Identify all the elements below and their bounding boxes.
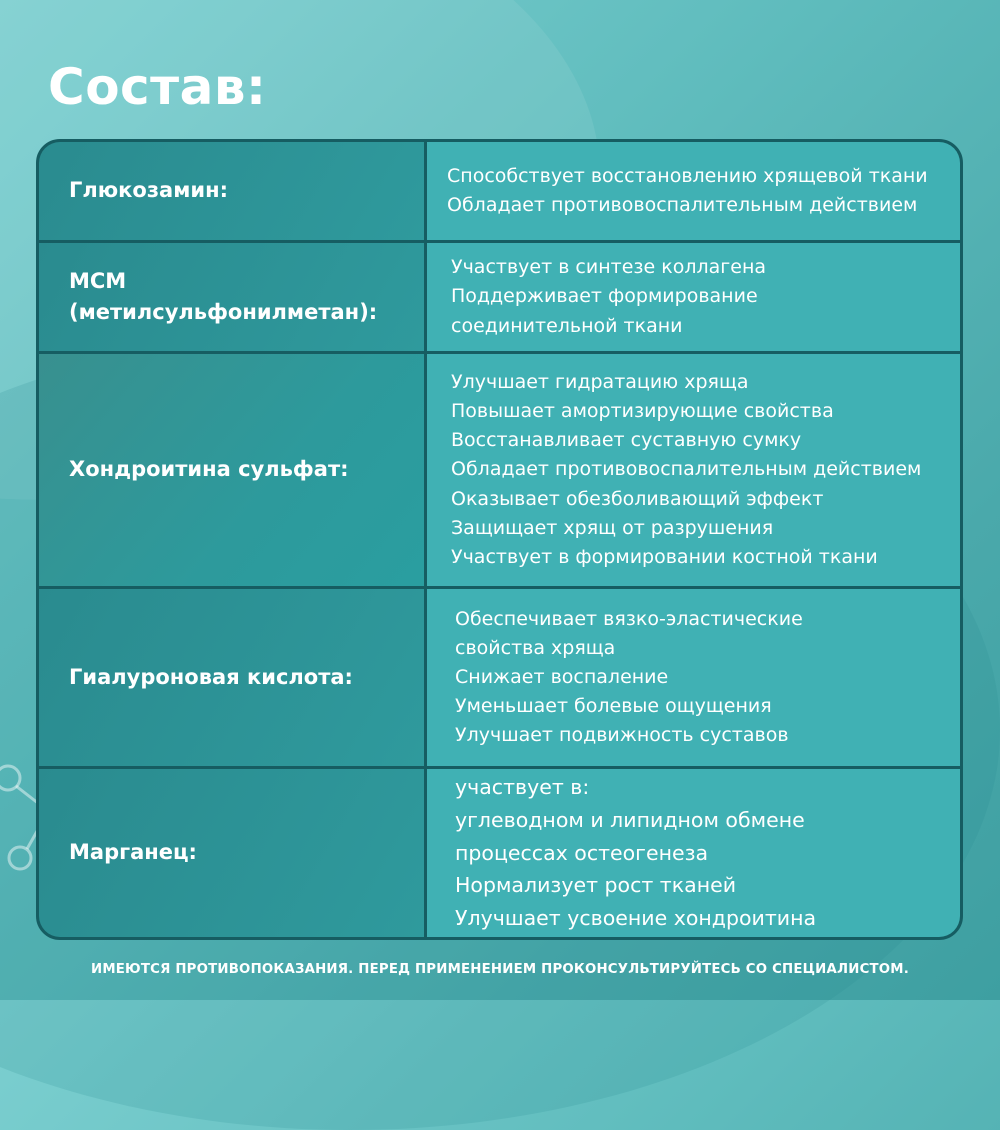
effect-line: Обладает противовоспалительным действием xyxy=(451,458,922,481)
effect-line: Снижает воспаление xyxy=(455,665,669,688)
effect-line: Защищает хрящ от разрушения xyxy=(451,516,774,539)
ingredient-effects-cell xyxy=(427,243,960,351)
page-title: Состав: xyxy=(48,58,267,116)
ingredient-effects-cell xyxy=(427,142,960,240)
disclaimer-footer: ИМЕЮТСЯ ПРОТИВОПОКАЗАНИЯ. ПЕРЕД ПРИМЕНЕНИЕМ ПРОКОНСУЛЬТИРУЙТЕСЬ СО СПЕЦИАЛИСТОМ. xyxy=(91,962,909,977)
composition-table xyxy=(36,139,963,940)
ingredient-effects-cell xyxy=(427,589,960,766)
effect-line: Участвует в синтезе коллагена xyxy=(451,256,767,279)
ingredient-name: (метилсульфонилметан): xyxy=(69,300,378,324)
ingredient-name: Глюкозамин: xyxy=(69,178,229,203)
effect-line: Улучшает подвижность суставов xyxy=(455,724,789,747)
ingredient-effects-cell xyxy=(427,769,960,937)
ingredient-name-cell xyxy=(39,142,424,240)
effect-line: Способствует восстановлению хрящевой ткани xyxy=(447,164,928,187)
effect-line: Поддерживает формирование xyxy=(451,285,758,308)
ingredient-name-cell xyxy=(39,589,424,766)
effect-line: Уменьшает болевые ощущения xyxy=(455,695,772,718)
effect-line: соединительной ткани xyxy=(451,314,683,337)
effect-line: Улучшает усвоение хондроитина xyxy=(455,906,817,931)
ingredient-name: МСМ xyxy=(69,268,127,293)
effect-line: Улучшает гидратацию хряща xyxy=(451,371,749,394)
ingredient-effects-cell xyxy=(427,354,960,586)
ingredient-name: Хондроитина сульфат: xyxy=(69,457,349,482)
effect-line: свойства хряща xyxy=(455,636,616,659)
effect-line: Обладает противовоспалительным действием xyxy=(447,194,918,216)
ingredient-name-cell xyxy=(39,354,424,586)
effect-line: Восстанавливает суставную сумку xyxy=(451,429,802,452)
ingredient-name-cell xyxy=(39,243,424,351)
effect-line: участвует в: xyxy=(455,775,590,799)
effect-line: Нормализует рост тканей xyxy=(455,873,737,898)
effect-line: Оказывает обезболивающий эффект xyxy=(451,487,824,510)
effect-line: углеводном и липидном обмене xyxy=(455,807,805,832)
ingredient-name: Гиалуроновая кислота: xyxy=(69,664,353,689)
ingredient-name-cell xyxy=(39,769,424,937)
effect-line: Участвует в формировании костной ткани xyxy=(451,545,878,568)
effect-line: процессах остеогенеза xyxy=(455,840,709,865)
effect-line: Обеспечивает вязко-эластические xyxy=(455,607,803,630)
effect-line: Повышает амортизирующие свойства xyxy=(451,400,834,423)
ingredient-name: Марганец: xyxy=(69,840,197,865)
